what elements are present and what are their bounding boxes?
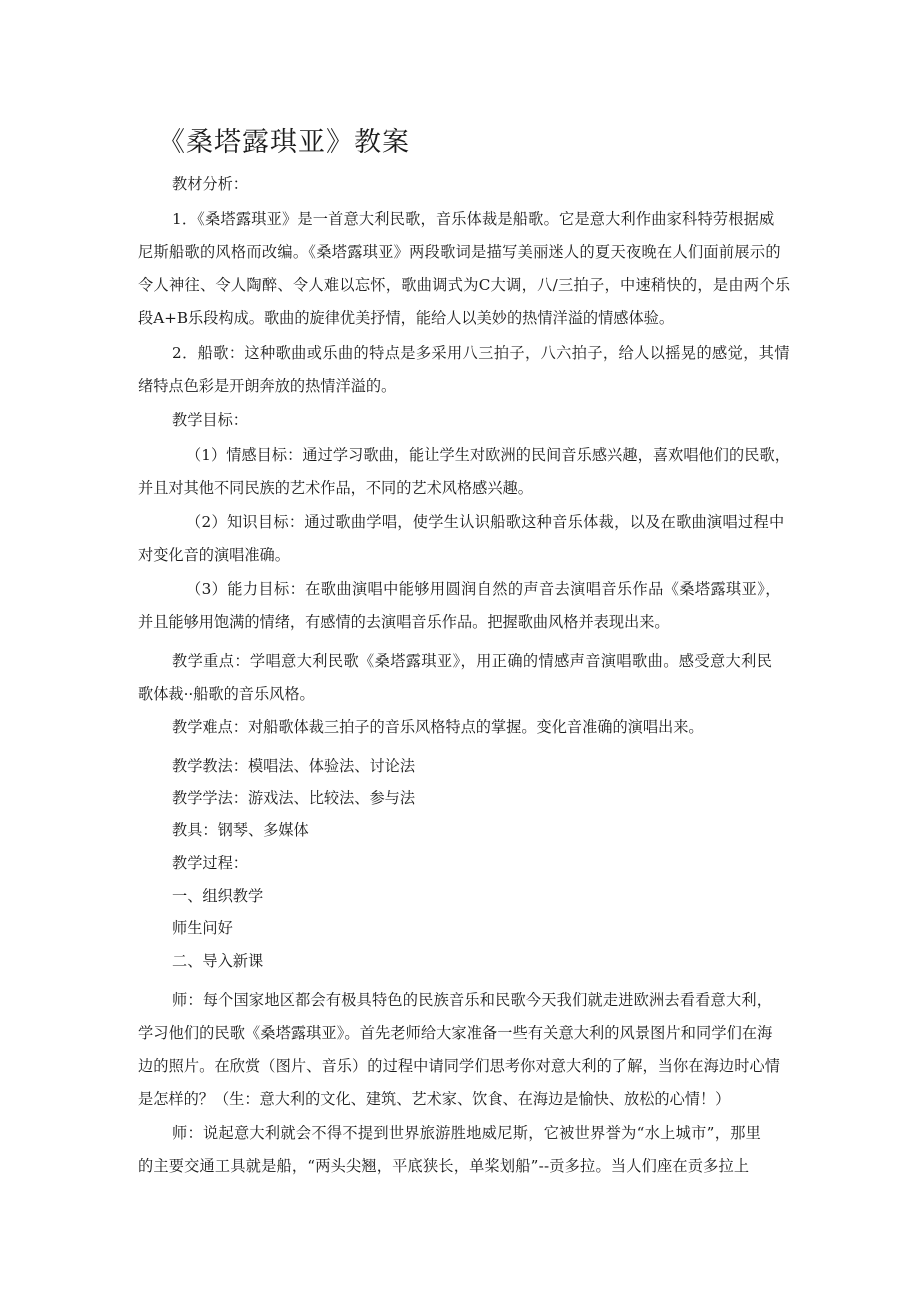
teacher1-line1: 师：每个国家地区都会有极具特色的民族音乐和民歌今天我们就走进欧洲去看看意大利， (172, 991, 773, 1009)
para1-line3: 令人神往、令人陶醉、令人难以忘怀，歌曲调式为C大调，八/三拍子，中速稍快的，是由两个乐 (138, 276, 791, 294)
goals-heading: 教学目标： (172, 411, 248, 429)
goal3-line1: （3）能力目标：在歌曲演唱中能够用圆润自然的声音去演唱音乐作品《桑塔露琪亚》， (186, 580, 781, 598)
teacher2-line1: 师：说起意大利就会不得不提到世界旅游胜地威尼斯，它被世界誉为“水上城市”，那里 (172, 1124, 762, 1142)
step-one: 一、组织教学 (172, 887, 264, 905)
para1-line4: 段A+B乐段构成。歌曲的旋律优美抒情，能给人以美妙的热情洋溢的情感体验。 (138, 309, 675, 327)
teach-methods: 教学教法：模唱法、体验法、讨论法 (172, 757, 415, 775)
tools: 教具：钢琴、多媒体 (172, 821, 309, 839)
goal1-line2: 并且对其他不同民族的艺术作品，不同的艺术风格感兴趣。 (138, 479, 533, 497)
goal2-line1: （2）知识目标：通过歌曲学唱，使学生认识船歌这种音乐体裁，以及在歌曲演唱过程中 (186, 513, 785, 531)
learn-methods: 教学学法：游戏法、比较法、参与法 (172, 789, 415, 807)
goal2-line2: 对变化音的演唱准确。 (138, 546, 290, 564)
greeting: 师生问好 (172, 919, 233, 937)
document-title: 《桑塔露琪亚》教案 (158, 127, 410, 158)
goal3-line2: 并且能够用饱满的情绪，有感情的去演唱音乐作品。把握歌曲风格并表现出来。 (138, 613, 670, 631)
key-point-line1: 教学重点：学唱意大利民歌《桑塔露琪亚》，用正确的情感声音演唱歌曲。感受意大利民 (172, 652, 773, 670)
para1-line2: 尼斯船歌的风格而改编。《桑塔露琪亚》两段歌词是描写美丽迷人的夏天夜晚在人们面前展示的 (138, 243, 781, 261)
goal1-line1: （1）情感目标：通过学习歌曲，能让学生对欧洲的民间音乐感兴趣，喜欢唱他们的民歌， (186, 446, 790, 464)
teacher2-line2: 的主要交通工具就是船，“两头尖翘，平底狭长，单桨划船”--贡多拉。当人们座在贡多拉上 (138, 1157, 750, 1175)
para2-line2: 绪特点色彩是开朗奔放的热情洋溢的。 (138, 377, 397, 395)
process-heading: 教学过程： (172, 854, 248, 872)
teacher1-line3: 边的照片。在欣赏（图片、音乐）的过程中请同学们思考你对意大利的了解，当你在海边时心情 (138, 1057, 781, 1075)
teacher1-line2: 学习他们的民歌《桑塔露琪亚》。首先老师给大家准备一些有关意大利的风景图片和同学们在海 (138, 1024, 773, 1042)
para1-line1: 1．《桑塔露琪亚》是一首意大利民歌，音乐体裁是船歌。它是意大利作曲家科特劳根据威 (172, 210, 775, 228)
para2-line1: 2．船歌：这种歌曲或乐曲的特点是多采用八三拍子，八六拍子，给人以摇晃的感觉，其情 (172, 344, 790, 362)
key-point-line2: 歌体裁··船歌的音乐风格。 (138, 685, 315, 703)
material-heading: 教材分析： (172, 175, 248, 193)
teacher1-line4: 是怎样的？（生：意大利的文化、建筑、艺术家、饮食、在海边是愉快、放松的心情！） (138, 1090, 731, 1108)
step-two: 二、导入新课 (172, 952, 264, 970)
difficulty-line: 教学难点：对船歌体裁三拍子的音乐风格特点的掌握。变化音准确的演唱出来。 (172, 718, 704, 736)
